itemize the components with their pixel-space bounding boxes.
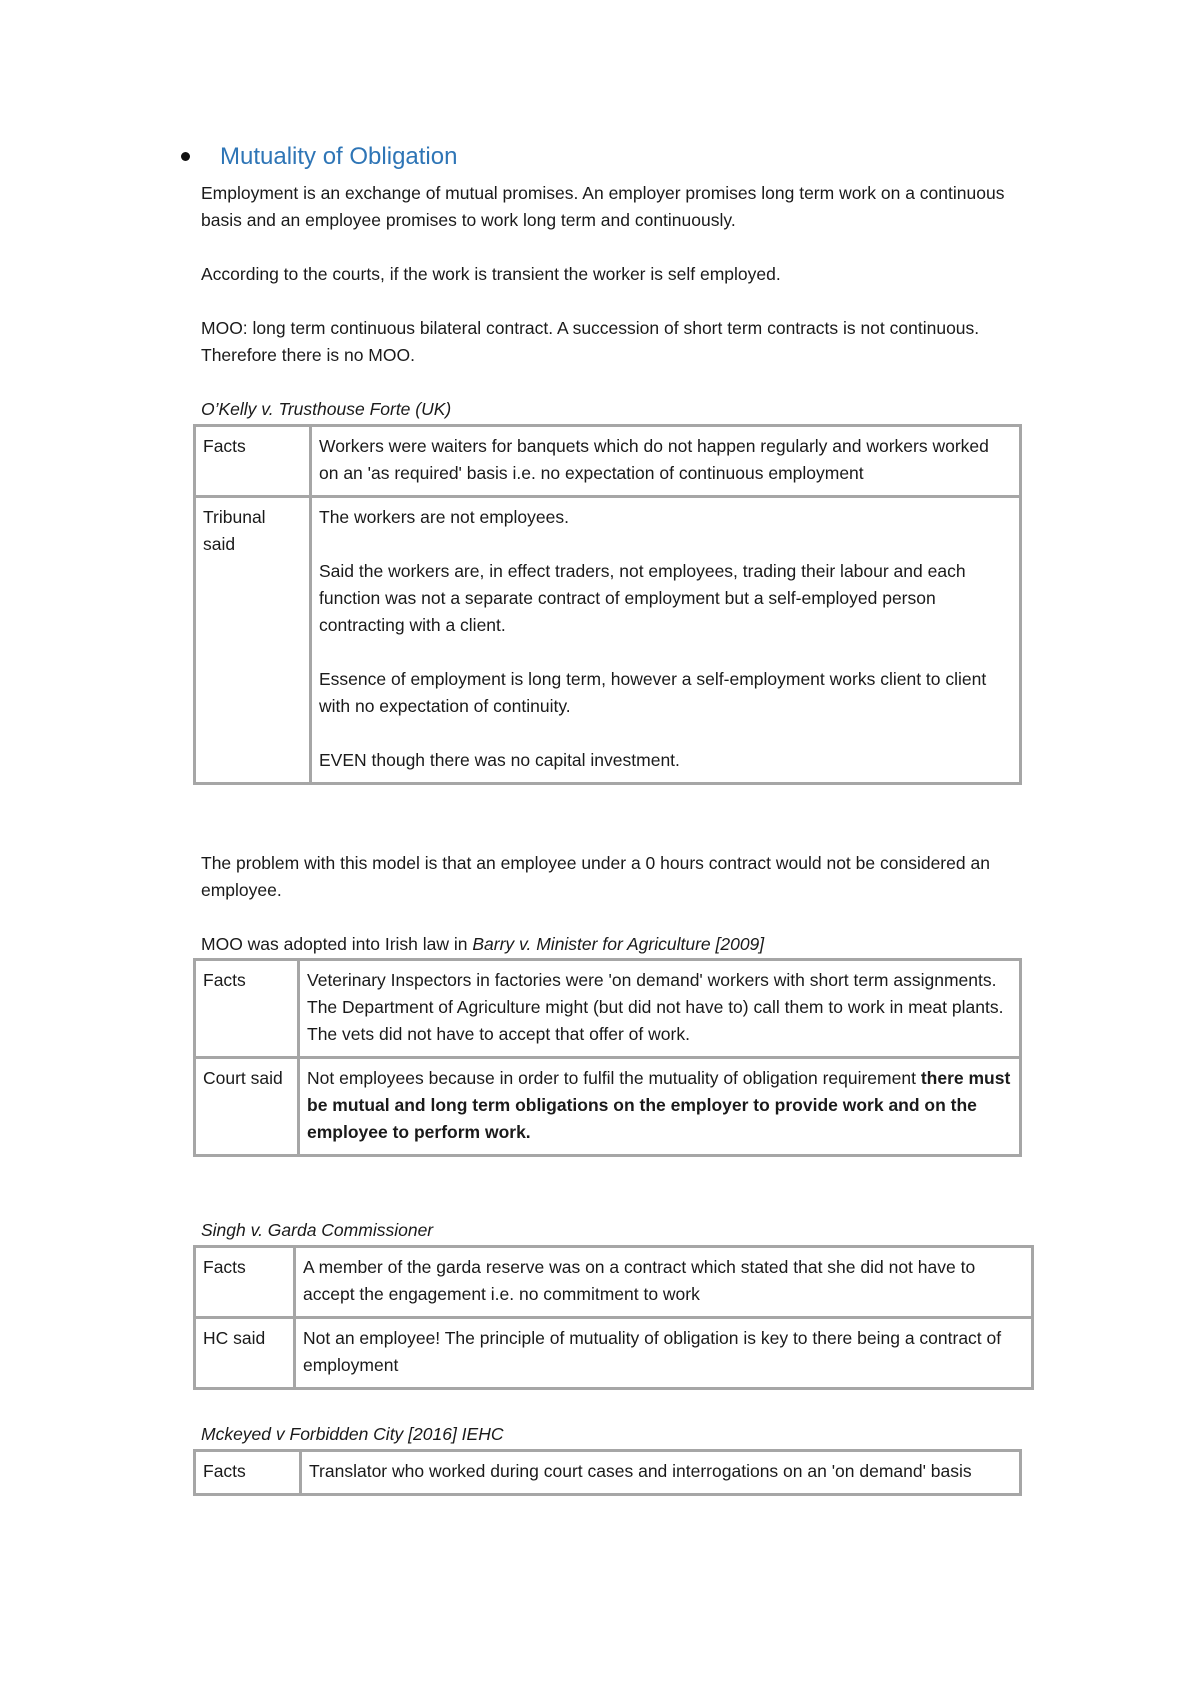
case4-table xyxy=(193,1449,1022,1496)
case1-held-para: Said the workers are, in effect traders, not employees, trading their labour and each function was not a separate contract of employment but a self-employed person contracting with a client. xyxy=(319,561,966,635)
case3-title-text: Singh v. Garda Commissioner xyxy=(201,1220,434,1240)
section-heading: Mutuality of Obligation xyxy=(220,143,458,170)
case1-title-text: O’Kelly v. Trusthouse Forte (UK) xyxy=(201,399,452,419)
bullet-icon xyxy=(181,152,190,161)
case1-title xyxy=(201,396,1041,423)
intro-text-1: Employment is an exchange of mutual promises. An employer promises long term work on a continuous basis and an employee promises to work long term and continuously. xyxy=(201,183,1005,230)
case2-table xyxy=(193,958,1022,1157)
case3-table xyxy=(193,1245,1034,1390)
case1-held-para: The workers are not employees. xyxy=(319,507,569,527)
case2-held-label: Court said xyxy=(195,1058,299,1156)
case4-facts: Translator who worked during court cases and interrogations on an 'on demand' basis xyxy=(301,1451,1021,1495)
case3-facts: A member of the garda reserve was on a contract which stated that she did not have to accept the engagement i.e. no commitment to work xyxy=(295,1247,1033,1318)
case1-table xyxy=(193,424,1022,785)
case3-title xyxy=(201,1217,1041,1244)
problem-text: The problem with this model is that an employee under a 0 hours contract would not be considered an employee. xyxy=(201,853,990,900)
case1-held-para: EVEN though there was no capital investment. xyxy=(319,750,680,770)
intro-paragraph-2 xyxy=(201,261,1041,288)
table-row xyxy=(195,497,1021,784)
case3-held-label: HC said xyxy=(195,1318,295,1389)
table-row xyxy=(195,1058,1021,1156)
case2-title-prefix: MOO was adopted into Irish law in xyxy=(201,934,473,954)
case1-held-para: Essence of employment is long term, however a self-employment works client to client with no expectation of continuity. xyxy=(319,669,987,716)
problem-paragraph xyxy=(201,850,1041,904)
case1-facts: Workers were waiters for banquets which do not happen regularly and workers worked on an 'as required' basis i.e. no expectation of continuous employment xyxy=(311,426,1021,497)
table-row xyxy=(195,960,1021,1058)
case1-held-label: Tribunal said xyxy=(195,497,311,784)
case4-title xyxy=(201,1421,1041,1448)
case2-facts: Veterinary Inspectors in factories were 'on demand' workers with short term assignments. The Department of Agriculture might (but did not have to) call them to work in meat plants. The vets did not have to accept that offer of work. xyxy=(299,960,1021,1058)
intro-text-2: According to the courts, if the work is transient the worker is self employed. xyxy=(201,264,781,284)
case2-title xyxy=(201,931,1041,958)
intro-paragraph-1 xyxy=(201,180,1041,234)
table-row xyxy=(195,1451,1021,1495)
case4-title-text: Mckeyed v Forbidden City [2016] IEHC xyxy=(201,1424,504,1444)
table-row xyxy=(195,426,1021,497)
case3-facts-label: Facts xyxy=(195,1247,295,1318)
case3-held: Not an employee! The principle of mutuality of obligation is key to there being a contract of employment xyxy=(295,1318,1033,1389)
case2-held-bold: there must be mutual and long term obligations on the employer to provide work and on the employee to perform work. xyxy=(307,1068,1011,1142)
case4-facts-label: Facts xyxy=(195,1451,301,1495)
case2-held-plain: Not employees because in order to fulfil the mutuality of obligation requirement xyxy=(307,1068,921,1088)
case1-facts-label: Facts xyxy=(195,426,311,497)
case1-held-cell xyxy=(311,497,1021,784)
table-row xyxy=(195,1247,1033,1318)
intro-paragraph-3 xyxy=(201,315,1041,369)
case2-title-line xyxy=(201,931,1041,958)
case2-title-case: Barry v. Minister for Agriculture [2009] xyxy=(472,934,765,954)
case2-held-cell xyxy=(299,1058,1021,1156)
case2-facts-label: Facts xyxy=(195,960,299,1058)
table-row xyxy=(195,1318,1033,1389)
intro-text-3: MOO: long term continuous bilateral contract. A succession of short term contracts is not continuous. Therefore there is no MOO. xyxy=(201,318,980,365)
